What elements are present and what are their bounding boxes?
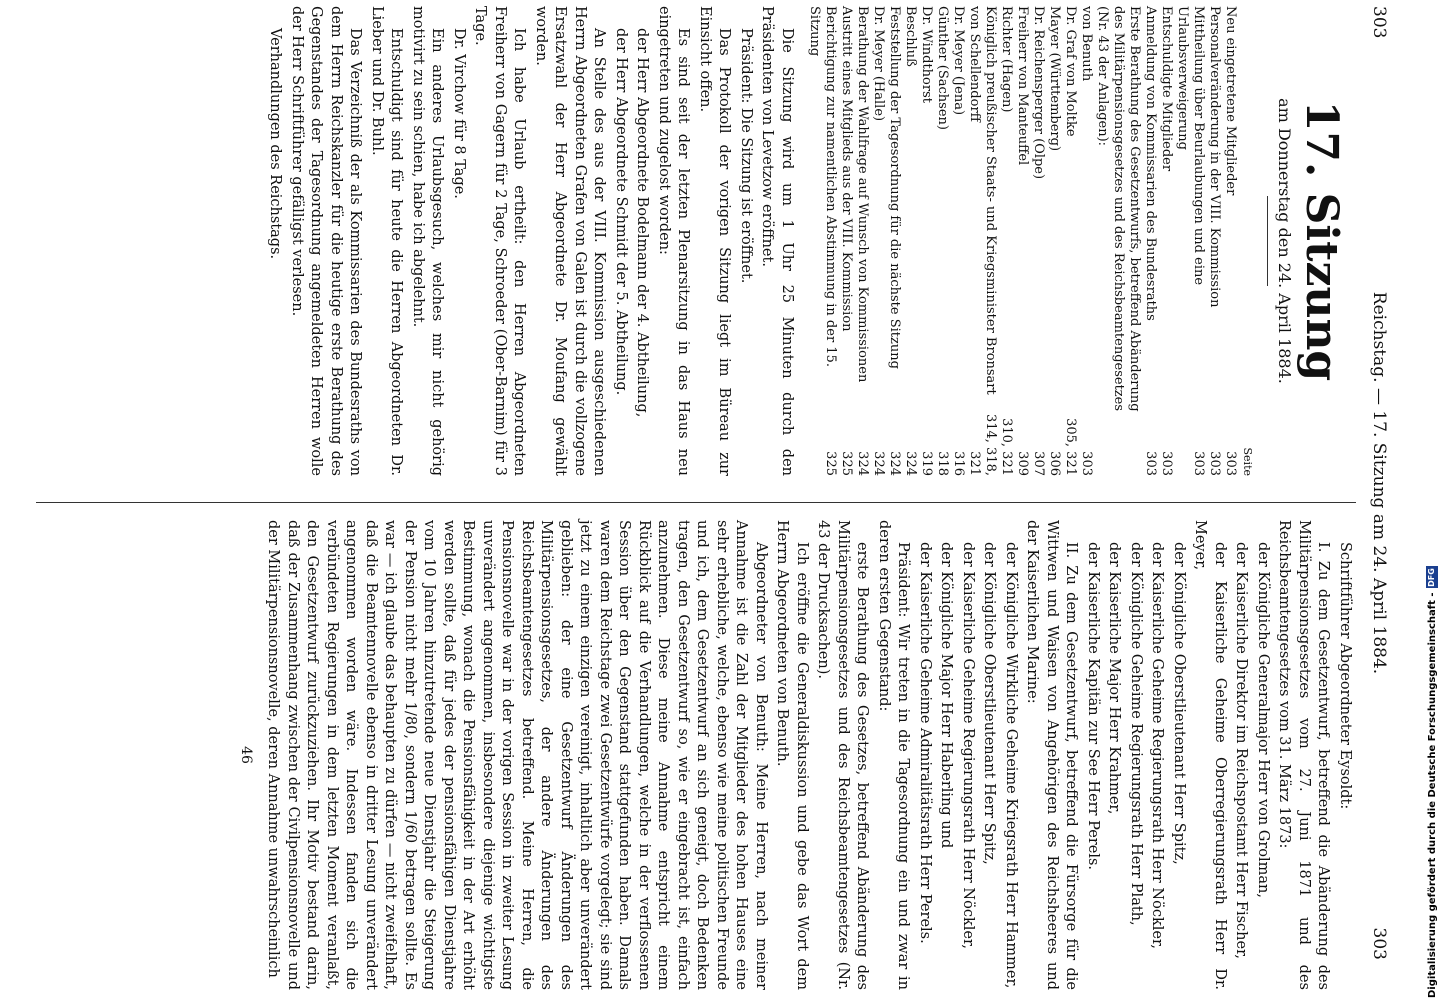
dfg-logo: DFG [1427,568,1436,587]
toc-row [806,6,838,476]
body-paragraph: II. Zu dem Gesetzentwurf, betreffend die Fürsorge für die Wittwen und Waisen von Angehörigen des Reichsheeres und der Kaiserlichen Marine: [1024,520,1080,990]
toc-page-label: Seite [1241,447,1255,476]
body-paragraph: I. Zu dem Gesetzentwurf, betreffend die Abänderung des Militärpensionsgesetzes vom 27. Juni 1871 und des Reichsbeamtengesetzes vom 31. März 1873: [1276,520,1332,990]
toc-entry: Entschuldigte Mitglieder [1159,6,1174,172]
toc-row [1206,6,1222,476]
body-paragraph: der Herr Abgeordnete Bodelmann der 4. Abtheilung, [634,28,651,418]
toc-row [1030,6,1046,476]
body-paragraph: Schriftführer Abgeordneter Eysoldt: [1337,542,1353,810]
toc-page: 324 [871,451,886,476]
toc-row [1094,6,1142,476]
session-date: am Donnerstag den 24. April 1884. [1275,98,1294,384]
opening-paragraph: Die Sitzung wird um 1 Uhr 25 Minuten durch den Präsidenten von Levetzow eröffnet. [759,6,795,476]
toc-entry: Dr. Reichensperger (Olpe) [1031,6,1046,180]
toc-row [1174,6,1206,476]
toc-row [918,6,934,476]
body-paragraph: Präsident: Die Sitzung ist eröffnet. [738,28,754,284]
toc-page: 309 [1015,451,1030,476]
body-paragraph: der Königliche Wirkliche Geheime Kriegsrath Herr Hammer, [1003,542,1019,989]
toc-entry: Günther (Sachsen) [935,6,950,130]
body-paragraph: Das Protokoll der vorigen Sitzung liegt im Büreau zur Einsicht offen. [697,6,733,476]
toc-entry: Dr. Meyer (Jena) [951,6,966,116]
body-paragraph: der Königliche Oberstlieutenant Herr Spitz, [981,542,998,865]
body-paragraph: der Königliche Generalmajor Herr von Grolman, [1255,542,1271,899]
body-paragraph: der Königliche Oberstlieutenant Herr Spitz, [1171,542,1187,865]
toc-row [1062,6,1078,476]
toc-page: 324 [855,451,870,476]
toc-row [886,6,902,476]
toc-entry: Neu eingetretene Mitglieder [1223,6,1238,196]
toc-entry: Feststellung der Tagesordnung für die nächste Sitzung [887,6,902,369]
toc-row [1142,6,1158,476]
toc-entry: Personalveränderung in der VIII. Kommission [1207,6,1222,308]
right-column [34,520,1354,990]
toc-page: 325 [839,451,854,476]
toc-row [902,6,918,476]
body-paragraph: der Königliche Geheime Regierungsrath Herr Plath, [1128,542,1144,926]
header-title: Reichstag. — 17. Sitzung am 24. April 1884. [1369,291,1389,675]
body-paragraph: der Kaiserliche Geheime Admiralitätsrath Herr Perels. [917,542,933,944]
credit-text: Digitalisierung gefördert durch die Deutsche Forschungsgemeinschaft - [1426,592,1438,998]
body-paragraph: der Königliche Major Herr Haberling und [938,542,955,849]
session-title: 17. Sitzung [1296,100,1347,382]
left-column [34,6,1354,476]
toc-row [1222,6,1238,476]
toc-row [838,6,854,476]
toc-page: 316 [951,451,966,476]
table-of-contents [806,6,1238,476]
toc-row [1158,6,1174,476]
body-paragraph: Verhandlungen des Reichstags. [267,28,284,260]
toc-row [1078,6,1094,476]
body-paragraph: erste Berathung des Gesetzes, betreffend Abänderung des Militärpensionsgesetzes und des Reichsbeamtengesetzes (Nr. 43 der Drucksachen). [815,520,871,990]
toc-page: 303 [1143,451,1158,476]
divider [1268,196,1269,286]
toc-entry: Beschluß [903,6,918,67]
toc-page [1094,412,1142,476]
toc-row [1046,6,1062,476]
left-body [265,6,755,476]
column-rule [36,502,1356,503]
body-paragraph: Entschuldigt sind für heute die Herren Abgeordneten Dr. Lieber und Dr. Buhl. [369,6,405,476]
toc-row [966,6,998,476]
toc-row [870,6,886,476]
toc-page: 319 [919,451,934,476]
body-paragraph: der Kaiserliche Kapitän zur See Herr Perels. [1085,542,1101,871]
body-paragraph: Ich habe Urlaub ertheilt: den Herren Abgeordneten Freiherr von Gagern für 2 Tage, Schroeder (Ober-Barnim) für 3 Tage. [472,6,528,476]
toc-row [998,6,1014,476]
toc-page: 306 [1047,451,1062,476]
body-paragraph: der Kaiserliche Geheime Oberregierungsrath Herr Dr. Meyer, [1192,520,1228,990]
toc-entry: Berichtigung zur namentlichen Abstimmung in der 15. Sitzung [807,6,838,367]
toc-row [854,6,870,476]
body-paragraph: der Kaiserliche Major Herr Krahmer, [1106,542,1123,815]
toc-page: 310, 321 [999,418,1014,476]
toc-entry: Austritt eines Mitglieds aus der VIII. Kommission [839,6,854,332]
body-paragraph: Das Verzeichniß der als Kommissarien des Bundesraths von dem Herrn Reichskanzler für die heutige erste Berathung des Gegenstandes der Tagesordnung angemeldeten Herren wolle der Herr Schriftführer gefälligst verlesen. [289,6,364,476]
toc-entry: Mittheilung über Beurlaubungen und eine Urlaubsverweigerung [1175,6,1206,286]
toc-page: 303 [1191,451,1206,476]
body-paragraph: Präsident: Wir treten in die Tagesordnung ein und zwar in deren ersten Gegenstand: [876,520,912,990]
toc-entry: Berathung der Wahlfrage auf Wunsch von Kommissionen [855,6,870,383]
body-paragraph: Es sind seit der letzten Plenarsitzung in das Haus neu eingetreten und zugelost worden: [656,6,692,476]
toc-row [950,6,966,476]
running-header [1364,0,1394,1000]
toc-page: 324 [903,451,918,476]
body-paragraph: der Kaiserliche Geheime Regierungsrath Herr Nöckler, [960,542,976,949]
header-page-number: 303 [1369,6,1389,39]
toc-row [1014,6,1030,476]
scanned-page [10,0,1416,1000]
toc-entry: Anmeldung von Kommissarien des Bundesraths [1143,6,1158,321]
body-paragraph: An Stelle des aus der VIII. Kommission ausgeschiedenen Herrn Abgeordneten Grafen von Galen ist durch die vollzogene Ersatzwahl der Herr Abgeordnete Dr. Moufang gewählt worden. [533,6,608,476]
right-body [263,520,1354,990]
body-paragraph: Ich eröffne die Generaldiskussion und gebe das Wort dem Herrn Abgeordneten von Benuth. [774,520,810,990]
toc-page: 324 [887,451,902,476]
toc-entry: Dr. Meyer (Halle) [871,6,886,122]
toc-page: 325 [823,451,838,476]
footer-number: 46 [238,746,254,764]
body-paragraph: Abgeordneter von Benuth: Meine Herren, nach meiner Annahme ist die Zahl der Mitglieder des hohen Hauses eine sehr erhebliche, welche, ebenso wie meine politischen Freunde und ich, dem Gesetzentwurf an sich geneigt, doch Bedenken tragen, den Gesetzentwurf so, wie er eingebracht ist, einfach anzunehmen. Diese meine Annahme entspricht einem Rückblick auf die Verhandlungen, welche in der verflossenen Session über den Gegenstand stattgefunden haben. Damals waren dem Reichstage zwei Gesetzentwürfe vorgelegt; sie sind jetzt zu einem einzigen vereinigt, inhaltlich aber unverändert geblieben: der eine Gesetzentwurf Änderungen des Militärpensionsgesetzes, der andere Änderungen des Reichsbeamtengesetzes betreffend. Meine Herren, die Pensionsnovelle war in der vorigen Session in zweiter Lesung unverändert angenommen, insbesondere diejenige wichtigste Bestimmung, wonach die Pensionsfähigkeit in der Art erhöht werden sollte, daß für jedes der pensionsfähigen Dienstjahre vom 10 Jahren hinzutretende neue Dienstjahr die Steigerung der Pension nicht mehr 1/80, sondern 1/60 betragen sollte. Es war — ich glaube das behaupten zu dürfen — nicht zweifelhaft, daß die Beamtennovelle ebenso in dritter Lesung unverändert angenommen worden wäre. Indessen fanden sich die verbündeten Regierungen in dem letzten Moment veranlaßt, den Gesetzentwurf zurückzuziehen. Ihr Motiv bestand darin, daß der Zusammenhang zwischen der Civilpensionsnovelle und der Militärpensionsnovelle, deren Annahme unwahrscheinlich [265,520,769,990]
header-page-number-right: 303 [1369,927,1389,960]
toc-entry: Erste Berathung des Gesetzentwurfs, betreffend Abänderung des Militärpensionsgesetzes und des Reichsbeamtengesetzes (Nr. 43 der Anlagen): [1095,6,1142,412]
body-paragraph: Ein anderes Urlaubsgesuch, welches mir nicht gehörig motivirt zu sein schien, habe ich abgelehnt. [410,6,446,476]
toc-page: 305, 321 [1063,418,1078,476]
toc-entry: Freiherr von Manteuffel [1015,6,1030,166]
toc-row [934,6,950,476]
toc-entry: Richter (Hagen) [999,6,1014,113]
body-paragraph: der Kaiserliche Geheime Regierungsrath Herr Nöckler, [1149,542,1166,949]
toc-page: 303 [1079,451,1094,476]
body-paragraph: Dr. Virchow für 8 Tage. [451,28,467,199]
toc-entry: Königlich preußischer Staats- und Kriegsminister Bronsart von Schellendorff [967,6,998,395]
toc-page: 303 [1207,451,1222,476]
body-paragraph: der Herr Abgeordnete Schmidt der 5. Abtheilung. [613,28,629,396]
toc-page: 318 [935,451,950,476]
toc-page: 303 [1223,451,1238,476]
toc-entry: Mayer (Württemberg) [1047,6,1062,152]
dfg-credit [1426,566,1438,998]
toc-page: 307 [1031,451,1046,476]
toc-entry: Dr. Windthorst [919,6,934,103]
toc-entry: von Benuth [1079,6,1094,82]
toc-entry: Dr. Graf von Moltke [1063,6,1078,137]
body-paragraph: der Kaiserliche Direktor im Reichspostamt Herr Fischer, [1233,542,1250,960]
toc-page: 314, 318, 321 [967,413,998,476]
toc-page: 303 [1159,451,1174,476]
